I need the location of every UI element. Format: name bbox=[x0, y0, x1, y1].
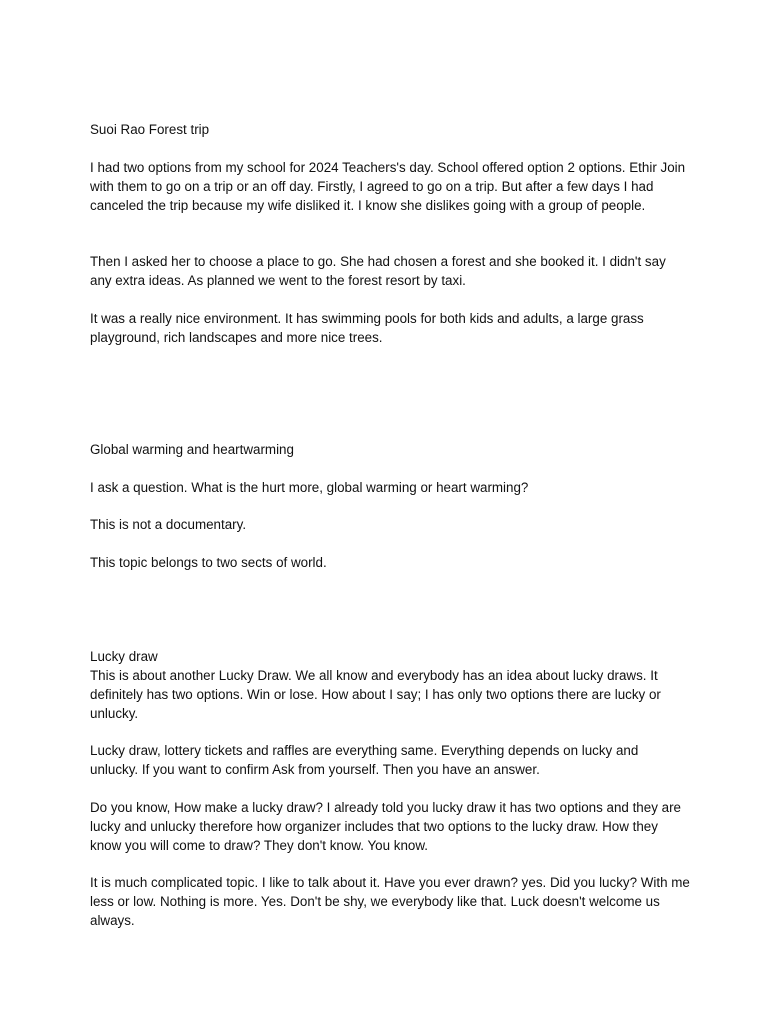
paragraph: I ask a question. What is the hurt more, global warming or heart warming? bbox=[90, 480, 529, 495]
section-title: Lucky draw bbox=[90, 649, 158, 664]
section-title: Global warming and heartwarming bbox=[90, 442, 294, 457]
paragraph: I had two options from my school for 2024 Teachers's day. School offered option 2 options. Ethir Join with them to go on a trip or an off day. Firstly, I agreed to go on a trip. But after a few days I had canceled the trip because my wife disliked it. I know she dislikes going with a group of people. bbox=[90, 160, 686, 213]
paragraph: Then I asked her to choose a place to go. She had chosen a forest and she booked it. I didn't say any extra ideas. As planned we went to the forest resort by taxi. bbox=[90, 254, 666, 288]
paragraph: It was a really nice environment. It has swimming pools for both kids and adults, a large grass playground, rich landscapes and more nice trees. bbox=[90, 311, 644, 345]
paragraph: This is about another Lucky Draw. We all know and everybody has an idea about lucky draws. It definitely has two options. Win or lose. How about I say; I has only two options there are lucky or unlucky. bbox=[90, 668, 661, 721]
paragraph: This is not a documentary. bbox=[90, 517, 247, 532]
section-title: Suoi Rao Forest trip bbox=[90, 122, 210, 137]
paragraph: This topic belongs to two sects of world. bbox=[90, 555, 327, 570]
paragraph: It is much complicated topic. I like to talk about it. Have you ever drawn? yes. Did you lucky? With me less or low. Nothing is more. Yes. Don't be shy, we everybody like that. Luck doesn't welcome us always. bbox=[90, 875, 690, 928]
paragraph: Do you know, How make a lucky draw? I already told you lucky draw it has two options and they are lucky and unlucky therefore how organizer includes that two options to the lucky draw. How they know you will come to draw? They don't know. You know. bbox=[90, 800, 681, 853]
paragraph: Lucky draw, lottery tickets and raffles are everything same. Everything depends on lucky and unlucky. If you want to confirm Ask from yourself. Then you have an answer. bbox=[90, 743, 639, 777]
